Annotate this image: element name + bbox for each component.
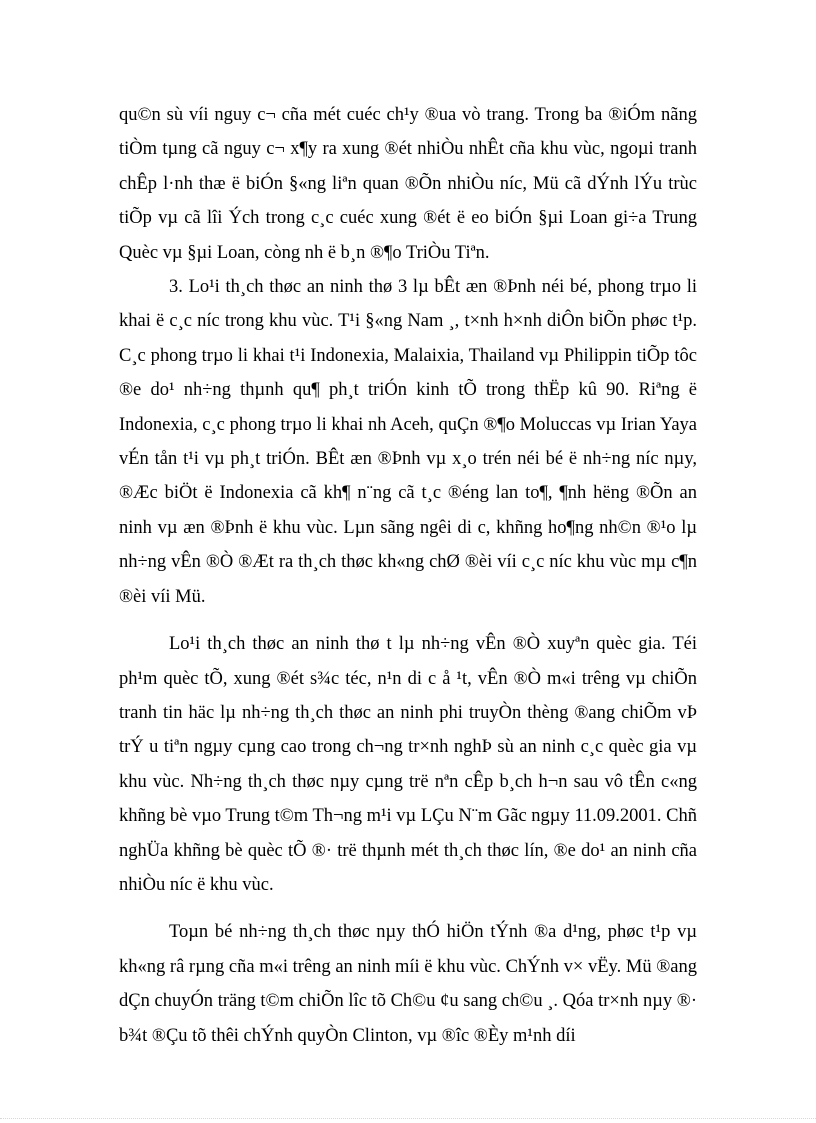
paragraph-continuation: qu©n sù víi nguy c¬ cña mét cuéc ch¹y ®ua vò trang. Trong ba ®iÓm nãng tiÒm tµng cã nguy c¬ x¶y ra xung ®ét nhiÒu nhÊt cña khu vùc, ngoµi tranh chÊp l·nh thæ ë biÓn §«ng liªn quan ®Õn nhiÒu níc, Mü cã dÝnh lÝu trùc tiÕp vµ cã lîi Ých trong c¸c cuéc xung ®ét ë eo biÓn §µi Loan gi÷a Trung Quèc vµ §µi Loan, còng nh ë b¸n ®¶o TriÒu Tiªn. bbox=[119, 105, 697, 263]
paragraph-third-challenge: 3. Lo¹i th¸ch thøc an ninh thø 3 lµ bÊt æn ®Þnh néi bé, phong trµo li khai ë c¸c níc trong khu vùc. T¹i §«ng Nam ¸, t×nh h×nh diÔn biÕn phøc t¹p. C¸c phong trµo li khai t¹i Indonexia, Malaixia, Thailand vµ Philippin tiÕp tôc ®e do¹ nh÷ng thµnh qu¶ ph¸t triÓn kinh tÕ trong thËp kû 90. Riªng ë Indonexia, c¸c phong trµo li khai nh Aceh, quÇn ®¶o Moluccas vµ Irian Yaya vÉn tån t¹i vµ ph¸t triÓn. BÊt æn ®Þnh vµ x¸o trén néi bé ë nh÷ng níc nµy, ®Æc biÖt ë Indonexia cã kh¶ n¨ng cã t¸c ®éng lan to¶, ¶nh hëng ®Õn an ninh vµ æn ®Þnh ë khu vùc. Lµn sãng ngêi di c, khñng ho¶ng nh©n ®¹o lµ nh÷ng vÊn ®Ò ®Æt ra th¸ch thøc kh«ng chØ ®èi víi c¸c níc khu vùc mµ c¶n ®èi víi Mü. bbox=[119, 277, 697, 607]
paragraph-summary: Toµn bé nh÷ng th¸ch thøc nµy thÓ hiÖn tÝnh ®a d¹ng, phøc t¹p vµ kh«ng râ rµng cña m«i trêng an ninh míi ë khu vùc. ChÝnh v× vËy. Mü ®ang dÇn chuyÓn träng t©m chiÕn lîc tõ Ch©u ¢u sang ch©u ¸. Qóa tr×nh nµy ®· b¾t ®Çu tõ thêi chÝnh quyÒn Clinton, vµ ®îc ®Èy m¹nh díi bbox=[119, 922, 697, 1046]
page-bottom-divider bbox=[0, 1118, 816, 1123]
body-text bbox=[119, 98, 697, 1053]
paragraph-fourth-challenge: Lo¹i th¸ch thøc an ninh thø t lµ nh÷ng vÊn ®Ò xuyªn quèc gia. Téi ph¹m quèc tÕ, xung ®ét s¾c téc, n¹n di c å ¹t, vÊn ®Ò m«i trêng vµ chiÕn tranh tin häc lµ nh÷ng th¸ch thøc an ninh phi truyÒn thèng ®ang chiÕm vÞ trÝ u tiªn ngµy cµng cao trong ch¬ng tr×nh nghÞ sù an ninh c¸c quèc gia vµ khu vùc. Nh÷ng th¸ch thøc nµy cµng trë nªn cÊp b¸ch h¬n sau vô tÊn c«ng khñng bè vµo Trung t©m Th¬ng m¹i vµ LÇu N¨m Gãc ngµy 11.09.2001. Chñ nghÜa khñng bè quèc tÕ ®· trë thµnh mét th¸ch thøc lín, ®e do¹ an ninh cña nhiÒu níc ë khu vùc. bbox=[119, 634, 697, 895]
